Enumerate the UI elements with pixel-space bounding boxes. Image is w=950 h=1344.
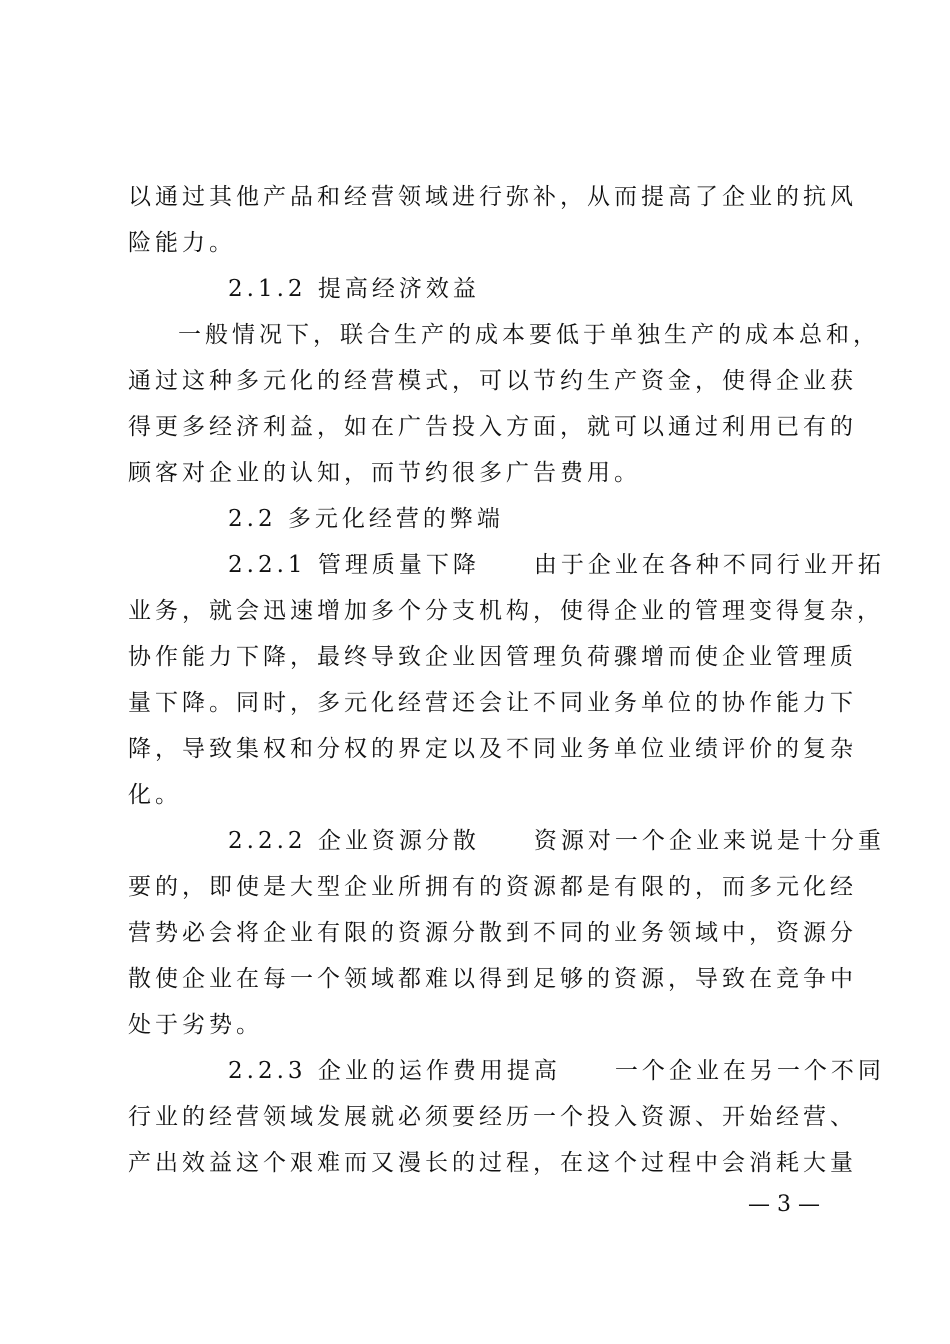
section-heading: 2.1.2 提高经济效益 xyxy=(228,276,480,302)
text-line: 以通过其他产品和经营领域进行弥补，从而提高了企业的抗风 xyxy=(128,184,857,210)
page-number: — 3 — xyxy=(748,1192,820,1217)
text-line: 通过这种多元化的经营模式，可以节约生产资金，使得企业获 xyxy=(128,368,857,394)
section-heading: 2.2 多元化经营的弊端 xyxy=(228,506,504,532)
text-line: 2.2.3 企业的运作费用提高 一个企业在另一个不同 xyxy=(228,1058,885,1084)
text-line: 化。 xyxy=(128,782,182,808)
text-line: 降，导致集权和分权的界定以及不同业务单位业绩评价的复杂 xyxy=(128,736,857,762)
text-line: 处于劣势。 xyxy=(128,1012,263,1038)
text-line: 2.2.2 企业资源分散 资源对一个企业来说是十分重 xyxy=(228,828,885,854)
text-line: 2.2.1 管理质量下降 由于企业在各种不同行业开拓 xyxy=(228,552,885,578)
text-line: 一般情况下，联合生产的成本要低于单独生产的成本总和， xyxy=(178,322,880,348)
text-line: 顾客对企业的认知，而节约很多广告费用。 xyxy=(128,460,641,486)
text-line: 产出效益这个艰难而又漫长的过程，在这个过程中会消耗大量 xyxy=(128,1150,857,1176)
text-line: 营势必会将企业有限的资源分散到不同的业务领域中，资源分 xyxy=(128,920,857,946)
text-line: 得更多经济利益，如在广告投入方面，就可以通过利用已有的 xyxy=(128,414,857,440)
text-line: 要的，即使是大型企业所拥有的资源都是有限的，而多元化经 xyxy=(128,874,857,900)
text-line: 行业的经营领域发展就必须要经历一个投入资源、开始经营、 xyxy=(128,1104,857,1130)
text-line: 险能力。 xyxy=(128,230,236,256)
text-line: 量下降。同时，多元化经营还会让不同业务单位的协作能力下 xyxy=(128,690,857,716)
text-line: 散使企业在每一个领域都难以得到足够的资源，导致在竞争中 xyxy=(128,966,857,992)
text-line: 业务，就会迅速增加多个分支机构，使得企业的管理变得复杂， xyxy=(128,598,884,624)
text-line: 协作能力下降，最终导致企业因管理负荷骤增而使企业管理质 xyxy=(128,644,857,670)
